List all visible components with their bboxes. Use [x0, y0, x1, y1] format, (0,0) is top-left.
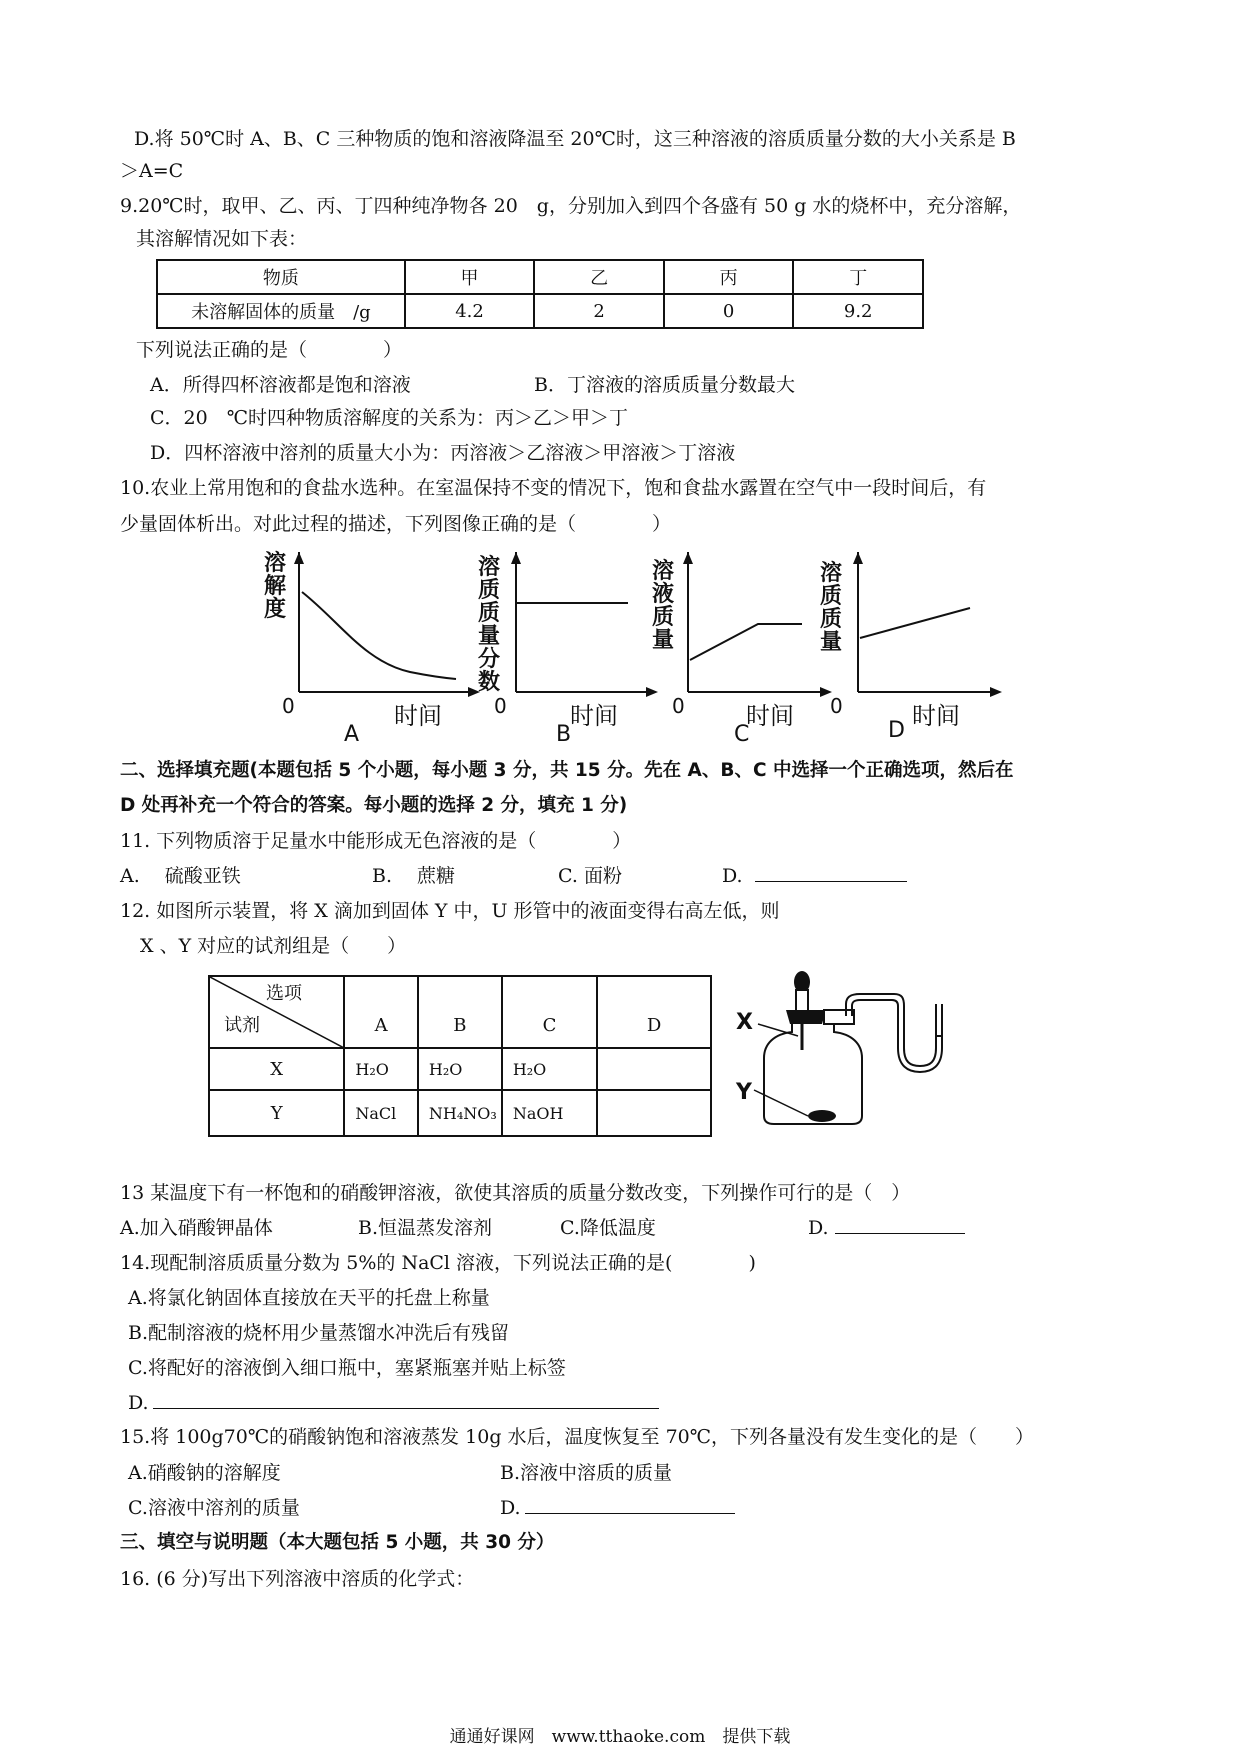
section-2-heading-line2: D 处再补充一个符合的答案。每小题的选择 2 分，填充 1 分) — [120, 795, 628, 816]
flask — [764, 1024, 862, 1124]
q13-option-b: B.恒温蒸发溶剂 — [358, 1217, 493, 1239]
q12-col-b: B — [418, 976, 502, 1048]
q9-table-header-yi: 乙 — [534, 260, 664, 294]
graph-a-caption: A — [344, 722, 360, 747]
q12-stem-line1: 12. 如图所示装置，将 X 滴加到固体 Y 中，U 形管中的液面变得右高左低，则 — [120, 900, 780, 922]
q15-answer-blank[interactable] — [525, 1495, 735, 1514]
stopper — [786, 1010, 826, 1024]
graph-d-xlabel: 时间 — [912, 702, 960, 730]
q9-option-a: A．所得四杯溶液都是饱和溶液 — [150, 374, 411, 396]
q12-row-x-a: H₂O — [344, 1048, 418, 1090]
q13-option-d: D. — [808, 1215, 965, 1241]
q10-stem-line2: 少量固体析出。对此过程的描述，下列图像正确的是（ ） — [120, 513, 672, 535]
q11-option-a: A. 硫酸亚铁 — [120, 865, 241, 887]
q12-row-x-c: H₂O — [502, 1048, 597, 1090]
q15-stem: 15.将 100g70℃的硝酸钠饱和溶液蒸发 10g 水后，温度恢复至 70℃，下列各量没有发生变化的是（ ） — [120, 1426, 1035, 1448]
q13-option-c: C.降低温度 — [560, 1217, 656, 1239]
q15-option-c: C.溶液中溶剂的质量 — [128, 1497, 300, 1519]
graph-b-xlabel: 时间 — [570, 702, 618, 730]
q11-answer-blank[interactable] — [755, 863, 907, 882]
graph-d-axes — [842, 552, 1002, 700]
graph-d-line — [860, 608, 970, 638]
q9-table-cell-ding: 9.2 — [793, 294, 923, 328]
q13-stem: 13 某温度下有一杯饱和的硝酸钾溶液，欲使其溶质的质量分数改变，下列操作可行的是（ ） — [120, 1182, 911, 1204]
q14-option-a: A.将氯化钠固体直接放在天平的托盘上称量 — [128, 1287, 490, 1309]
q12-row-y-a: NaCl — [344, 1090, 418, 1136]
q14-option-c: C.将配好的溶液倒入细口瓶中，塞紧瓶塞并贴上标签 — [128, 1357, 566, 1379]
q13-option-a: A.加入硝酸钾晶体 — [120, 1217, 273, 1239]
q15-option-d: D. — [500, 1495, 735, 1521]
page-footer: 通通好课网 www.tthaoke.com 提供下载 — [449, 1727, 791, 1747]
q11-stem: 11. 下列物质溶于足量水中能形成无色溶液的是（ ） — [120, 830, 632, 852]
graph-c-xlabel: 时间 — [746, 702, 794, 730]
graph-c-axes — [672, 552, 832, 700]
graph-c-ylabel: 溶 液 质 量 — [651, 558, 674, 653]
u-tube — [846, 994, 936, 1066]
solid-y — [808, 1110, 836, 1122]
graph-d-origin: 0 — [830, 694, 843, 718]
apparatus-y-label: Y — [736, 1080, 752, 1105]
q9-table-header-ding: 丁 — [793, 260, 923, 294]
q14-option-b: B.配制溶液的烧杯用少量蒸馏水冲洗后有残留 — [128, 1322, 510, 1344]
graph-a-ylabel: 溶 解 度 — [263, 550, 286, 622]
graph-a-origin: 0 — [282, 694, 295, 718]
graph-b-origin: 0 — [494, 694, 507, 718]
q12-row-y-c: NaOH — [502, 1090, 597, 1136]
q14-answer-blank[interactable] — [153, 1390, 659, 1409]
q12-col-d: D — [597, 976, 711, 1048]
q15-option-b: B.溶液中溶质的质量 — [500, 1462, 673, 1484]
q9-table-row-label: 未溶解固体的质量 /g — [157, 294, 405, 328]
q11-option-c: C. 面粉 — [558, 865, 622, 887]
q12-row-y-label: Y — [209, 1090, 344, 1136]
q8-option-d-line1: D.将 50℃时 A、B、C 三种物质的饱和溶液降温至 20℃时，这三种溶液的溶质质量分数的大小关系是 B — [134, 128, 1016, 150]
q12-corner-bottom: 试剂 — [224, 1015, 260, 1036]
q12-col-c: C — [502, 976, 597, 1048]
q12-row-y-d — [597, 1090, 711, 1136]
q13-answer-blank[interactable] — [835, 1215, 965, 1234]
q12-table — [208, 975, 712, 1137]
q14-option-d: D. — [128, 1390, 659, 1416]
q9-table-header-bing: 丙 — [664, 260, 794, 294]
q9-stem-line1: 9.20℃时，取甲、乙、丙、丁四种纯净物各 20 g，分别加入到四个各盛有 50 g 水的烧杯中，充分溶解， — [120, 195, 1022, 217]
q15-option-a: A.硝酸钠的溶解度 — [128, 1462, 281, 1484]
graph-d-caption: D — [888, 718, 905, 743]
graph-a-xlabel: 时间 — [394, 702, 442, 730]
q12-row-x-b: H₂O — [418, 1048, 502, 1090]
q12-row-x-label: X — [209, 1048, 344, 1090]
section-2-heading-line1: 二、选择填充题(本题包括 5 个小题，每小题 3 分，共 15 分。先在 A、B、C 中选择一个正确选项，然后在 — [120, 760, 1014, 781]
section-3-heading: 三、填空与说明题（本大题包括 5 小题，共 30 分） — [120, 1532, 555, 1553]
q9-option-b: B．丁溶液的溶质质量分数最大 — [534, 374, 795, 396]
q12-table-corner — [209, 976, 344, 1048]
q9-option-c: C．20 ℃时四种物质溶解度的关系为：丙＞乙＞甲＞丁 — [150, 407, 628, 429]
q11-option-b: B. 蔗糖 — [372, 865, 456, 887]
q9-table-header-jia: 甲 — [405, 260, 535, 294]
graph-c-origin: 0 — [672, 694, 685, 718]
apparatus-x-label: X — [736, 1010, 753, 1035]
graph-d-ylabel: 溶 质 质 量 — [819, 560, 842, 655]
graph-a-curve — [302, 592, 456, 679]
q14-stem: 14.现配制溶质质量分数为 5%的 NaCl 溶液，下列说法正确的是( ) — [120, 1252, 756, 1274]
q9-table — [156, 259, 924, 329]
graph-b-ylabel: 溶 质 质 量 分 数 — [477, 554, 500, 695]
q9-table-cell-bing: 0 — [664, 294, 794, 328]
graph-c-line — [690, 624, 802, 660]
q9-table-cell-yi: 2 — [534, 294, 664, 328]
q9-table-header-substance: 物质 — [157, 260, 405, 294]
q10-stem-line1: 10.农业上常用饱和的食盐水选种。在室温保持不变的情况下，饱和食盐水露置在空气中一段时间后，有 — [120, 477, 987, 499]
q9-table-cell-jia: 4.2 — [405, 294, 535, 328]
q12-col-a: A — [344, 976, 418, 1048]
graph-c-caption: C — [734, 722, 750, 747]
q12-stem-line2: X 、Y 对应的试剂组是（ ） — [140, 935, 407, 957]
q9-stem-line2: 其溶解情况如下表： — [136, 228, 308, 250]
graph-a-axes — [280, 552, 480, 700]
q9-option-d: D．四杯溶液中溶剂的质量大小为：丙溶液＞乙溶液＞甲溶液＞丁溶液 — [150, 442, 736, 464]
graph-b-axes — [498, 552, 658, 700]
q12-row-x-d — [597, 1048, 711, 1090]
q11-option-d: D. — [722, 863, 907, 889]
q12-corner-top: 选项 — [266, 983, 302, 1004]
q9-prompt: 下列说法正确的是（ ） — [136, 339, 403, 361]
graph-b-caption: B — [556, 722, 572, 747]
q12-row-y-b: NH₄NO₃ — [418, 1090, 502, 1136]
q8-option-d-line2: ＞A=C — [120, 160, 184, 182]
q16-stem: 16. (6 分)写出下列溶液中溶质的化学式： — [120, 1568, 475, 1590]
